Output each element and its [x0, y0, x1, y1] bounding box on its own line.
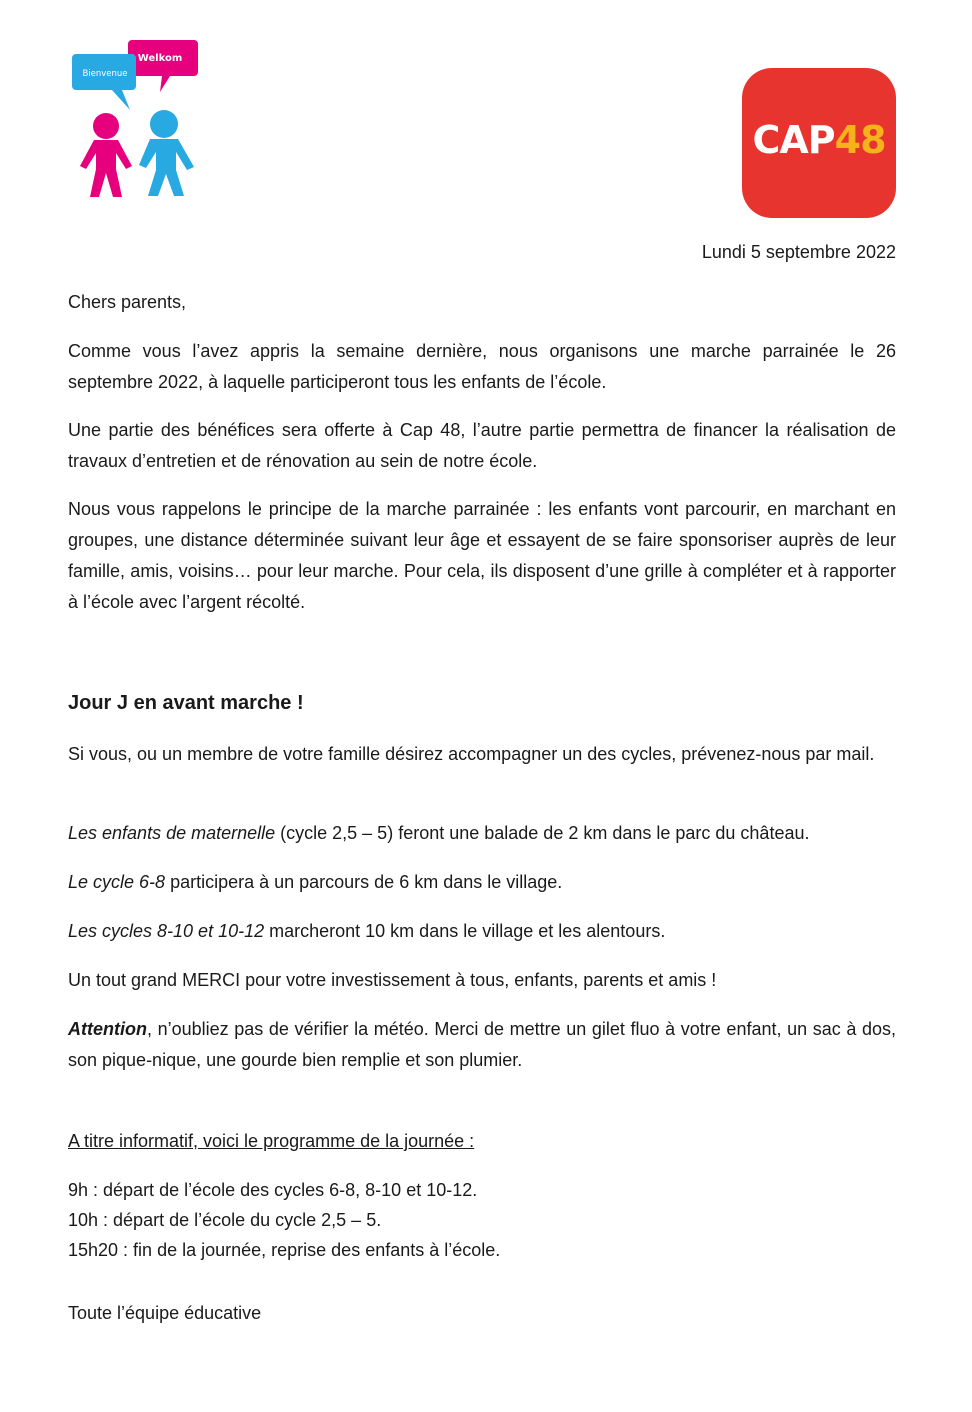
- cycle-maternelle: [68, 818, 896, 849]
- cycle-name: Le cycle 6-8: [68, 872, 166, 892]
- cycle-6-8: [68, 867, 896, 898]
- blue-child-figure: [139, 110, 194, 196]
- greeting: [68, 287, 896, 318]
- cycle-description: participera à un parcours de 6 km dans le village.: [165, 872, 563, 892]
- attention-paragraph: [68, 1014, 896, 1076]
- cycle-name: Les enfants de maternelle: [68, 823, 276, 843]
- principle-text: Nous vous rappelons le principe de la marche parrainée : les enfants vont parcourir, en marchant en groupes, une distance déterminée suivant leur âge et essayent de se faire sponsoriser auprès de leur famille, amis, voisins… pour leur marche. Pour cela, ils disposent d’une grille à compléter et à rapporter à l’école avec l’argent récolté.: [68, 499, 896, 612]
- intro-paragraph: [68, 336, 896, 398]
- program-list: [68, 1175, 896, 1265]
- cycle-description: (cycle 2,5 – 5) feront une balade de 2 km dans le parc du château.: [275, 823, 810, 843]
- accompany-text: Si vous, ou un membre de votre famille désirez accompagner un des cycles, prévenez-nous par mail.: [68, 744, 875, 764]
- program-item: 15h20 : fin de la journée, reprise des enfants à l’école.: [68, 1240, 501, 1260]
- thanks-paragraph: [68, 965, 896, 996]
- attention-label: Attention: [68, 1019, 147, 1039]
- welkom-text: Welkom: [137, 53, 183, 64]
- cap48-logo-number: 48: [834, 118, 886, 162]
- letter-date: Lundi 5 septembre 2022: [701, 242, 896, 262]
- pink-speech-bubble: [128, 40, 198, 92]
- program-item: 9h : départ de l’école des cycles 6-8, 8-10 et 10-12.: [68, 1180, 478, 1200]
- signature-text: Toute l’équipe éducative: [68, 1303, 262, 1323]
- thanks-text: Un tout grand MERCI pour votre investissement à tous, enfants, parents et amis !: [68, 970, 717, 990]
- cap48-logo-text: CAP: [752, 118, 835, 162]
- school-welcome-logo: [68, 34, 202, 200]
- program-title-text: A titre informatif, voici le programme de la journée :: [68, 1131, 475, 1151]
- greeting-text: Chers parents,: [68, 292, 187, 312]
- program-title: [68, 1126, 896, 1157]
- pink-child-figure: [80, 113, 132, 197]
- cycle-8-10-10-12: [68, 916, 896, 947]
- intro-text: Comme vous l’avez appris la semaine dernière, nous organisons une marche parrainée le 26 septembre 2022, à laquelle participeront tous les enfants de l’école.: [68, 341, 896, 392]
- blue-speech-bubble: [72, 54, 136, 110]
- section-heading-text: Jour J en avant marche !: [68, 692, 304, 714]
- bienvenue-text: Bienvenue: [82, 69, 128, 79]
- cycle-name: Les cycles 8-10 et 10-12: [68, 921, 265, 941]
- program-item: 10h : départ de l’école du cycle 2,5 – 5.: [68, 1210, 382, 1230]
- cycle-description: marcheront 10 km dans le village et les alentours.: [264, 921, 666, 941]
- principle-paragraph: [68, 494, 896, 618]
- accompany-paragraph: [68, 739, 896, 770]
- benefits-text: Une partie des bénéfices sera offerte à Cap 48, l’autre partie permettra de financer la réalisation de travaux d’entretien et de rénovation au sein de notre école.: [68, 420, 896, 471]
- signature: [68, 1298, 896, 1329]
- benefits-paragraph: [68, 415, 896, 477]
- attention-text: , n’oubliez pas de vérifier la météo. Merci de mettre un gilet fluo à votre enfant, un sac à dos, son pique-nique, une gourde bien remplie et son plumier.: [68, 1019, 896, 1070]
- section-heading: [68, 688, 896, 719]
- cap48-logo: [742, 68, 896, 218]
